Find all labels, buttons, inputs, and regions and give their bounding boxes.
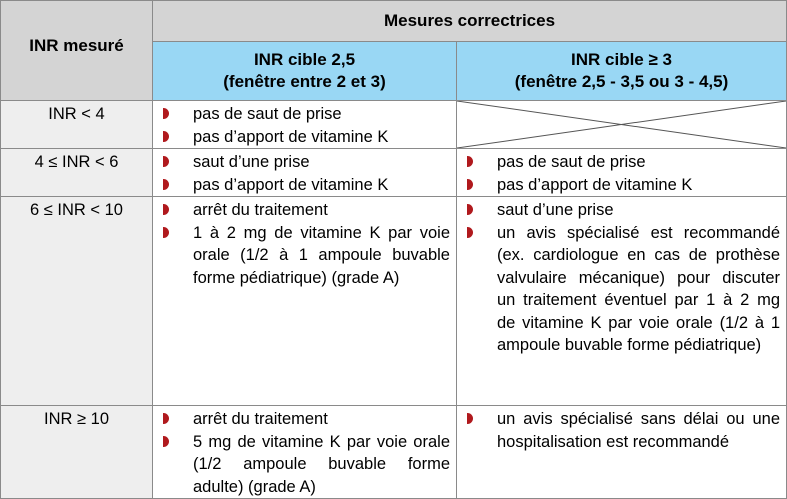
- list-item-text: saut d’une prise: [497, 201, 614, 219]
- header-corrective-measures: Mesures correctrices: [153, 1, 787, 42]
- cell-not-applicable: [457, 101, 787, 149]
- list-item: [153, 126, 450, 149]
- list-item: [457, 151, 780, 174]
- red-half-round-bullet-icon: [163, 204, 169, 215]
- table-row: [1, 149, 787, 197]
- red-half-round-bullet-icon: [467, 227, 473, 238]
- list-item-text: 1 à 2 mg de vitamine K par voie orale (1/2 à 1 ampoule buvable forme pédiatrique) (grade A): [193, 223, 450, 287]
- cell-target-3: [457, 149, 787, 197]
- cell-target-3: [457, 197, 787, 406]
- red-half-round-bullet-icon: [163, 179, 169, 190]
- red-half-round-bullet-icon: [163, 436, 169, 447]
- list-item-text: un avis spécialisé sans délai ou une hospitalisation est recommandé: [497, 410, 781, 451]
- header-target-2-5-window: (fenêtre entre 2 et 3): [223, 72, 386, 92]
- measure-list: [153, 149, 456, 196]
- red-half-round-bullet-icon: [163, 413, 169, 424]
- red-half-round-bullet-icon: [467, 179, 473, 190]
- measure-list: [153, 197, 456, 289]
- table-row: [1, 101, 787, 149]
- list-item-text: saut d’une prise: [193, 153, 310, 171]
- header-target-2-5: [153, 42, 457, 101]
- row-inr-value: INR ≥ 10: [1, 406, 153, 499]
- list-item: [457, 174, 780, 197]
- red-half-round-bullet-icon: [163, 131, 169, 142]
- red-half-round-bullet-icon: [163, 156, 169, 167]
- header-inr-measured: INR mesuré: [1, 1, 153, 101]
- list-item: [153, 431, 450, 499]
- list-item-text: pas de saut de prise: [193, 105, 342, 123]
- header-target-3: [457, 42, 787, 101]
- list-item: [153, 199, 450, 222]
- table-row: [1, 406, 787, 499]
- red-half-round-bullet-icon: [163, 227, 169, 238]
- list-item: [153, 408, 450, 431]
- list-item-text: pas d’apport de vitamine K: [193, 127, 389, 146]
- list-item: [153, 174, 450, 197]
- red-half-round-bullet-icon: [467, 156, 473, 167]
- header-target-3-window: (fenêtre 2,5 - 3,5 ou 3 - 4,5): [514, 72, 729, 92]
- cell-target-2-5: [153, 149, 457, 197]
- list-item-text: pas d’apport de vitamine K: [193, 175, 389, 194]
- row-inr-value: 6 ≤ INR < 10: [1, 197, 153, 406]
- list-item: [457, 222, 780, 357]
- header-target-2-5-title: INR cible 2,5: [253, 50, 356, 70]
- red-half-round-bullet-icon: [163, 108, 169, 119]
- list-item: [153, 103, 450, 126]
- row-inr-value: INR < 4: [1, 101, 153, 149]
- header-target-3-title: INR cible ≥ 3: [571, 50, 672, 70]
- list-item: [153, 222, 450, 290]
- table-row: [1, 197, 787, 406]
- measure-list: [457, 406, 786, 453]
- red-half-round-bullet-icon: [467, 413, 473, 424]
- row-inr-value: 4 ≤ INR < 6: [1, 149, 153, 197]
- cell-target-2-5: [153, 197, 457, 406]
- measure-list: [457, 149, 786, 196]
- cell-target-3: [457, 406, 787, 499]
- list-item-text: 5 mg de vitamine K par voie orale (1/2 ampoule buvable forme adulte) (grade A): [193, 432, 450, 496]
- list-item: [457, 408, 780, 453]
- cross-out-icon: [457, 101, 786, 148]
- list-item: [457, 199, 780, 222]
- cell-target-2-5: [153, 101, 457, 149]
- list-item-text: pas d’apport de vitamine K: [497, 175, 693, 194]
- list-item-text: arrêt du traitement: [193, 410, 328, 428]
- list-item-text: arrêt du traitement: [193, 201, 328, 219]
- measure-list: [457, 197, 786, 357]
- list-item-text: pas de saut de prise: [497, 153, 646, 171]
- cell-target-2-5: [153, 406, 457, 499]
- measure-list: [153, 406, 456, 498]
- red-half-round-bullet-icon: [467, 204, 473, 215]
- list-item: [153, 151, 450, 174]
- measure-list: [153, 101, 456, 148]
- list-item-text: un avis spécialisé est recommandé (ex. cardiologue en cas de prothèse valvulaire mécanique) pour discuter un traitement éventuel par 1 à 2 mg de vitamine K par voie orale (1/2 à 1 ampoule buvable forme pédiatrique): [497, 223, 781, 354]
